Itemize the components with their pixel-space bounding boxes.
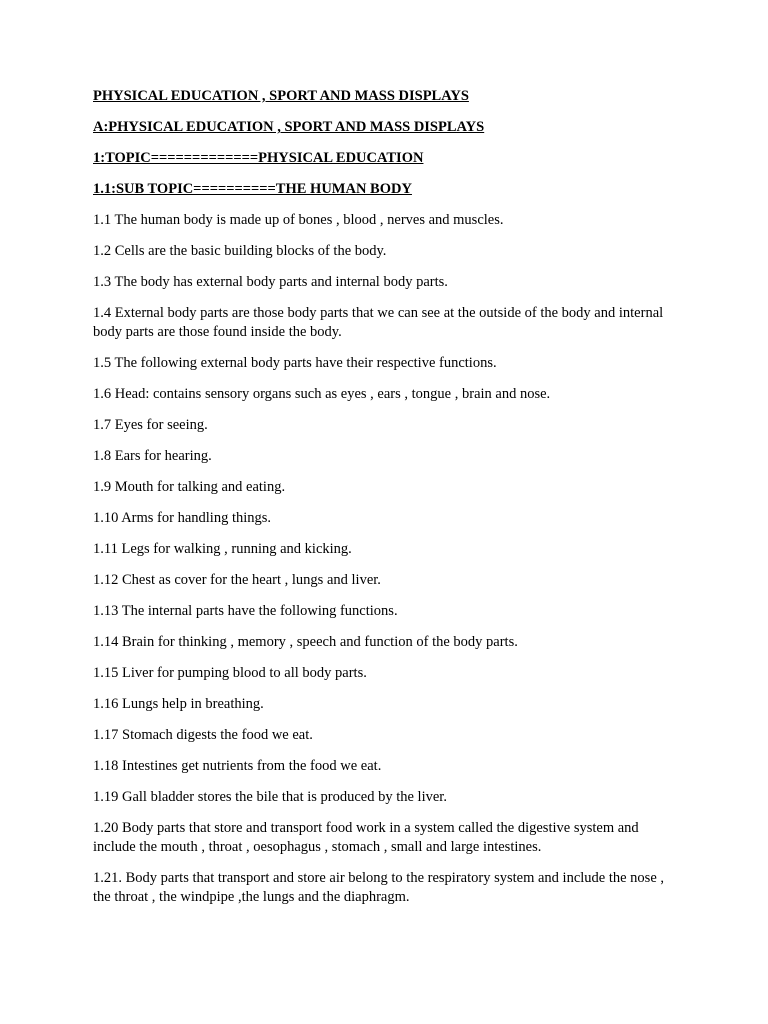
paragraph-1-18: 1.18 Intestines get nutrients from the food we eat. — [93, 758, 382, 774]
document-title: PHYSICAL EDUCATION , SPORT AND MASS DISPLAYS — [93, 88, 469, 104]
subtopic-heading: 1.1:SUB TOPIC==========THE HUMAN BODY — [93, 181, 412, 197]
paragraph-1-16: 1.16 Lungs help in breathing. — [93, 696, 264, 712]
paragraph-1-12: 1.12 Chest as cover for the heart , lungs and liver. — [93, 572, 381, 588]
paragraph-1-6: 1.6 Head: contains sensory organs such as eyes , ears , tongue , brain and nose. — [93, 386, 551, 402]
paragraph-1-8: 1.8 Ears for hearing. — [93, 448, 212, 464]
paragraph-1-9: 1.9 Mouth for talking and eating. — [93, 479, 286, 495]
document-page — [93, 87, 683, 919]
paragraph-1-11: 1.11 Legs for walking , running and kicking. — [93, 541, 352, 557]
paragraph-1-13: 1.13 The internal parts have the following functions. — [93, 603, 398, 619]
paragraph-1-15: 1.15 Liver for pumping blood to all body parts. — [93, 665, 367, 681]
paragraph-1-5: 1.5 The following external body parts have their respective functions. — [93, 355, 497, 371]
paragraph-1-3: 1.3 The body has external body parts and internal body parts. — [93, 274, 448, 290]
paragraph-1-14: 1.14 Brain for thinking , memory , speech and function of the body parts. — [93, 634, 518, 650]
paragraph-1-10: 1.10 Arms for handling things. — [93, 510, 272, 526]
paragraph-1-1: 1.1 The human body is made up of bones , blood , nerves and muscles. — [93, 212, 504, 228]
topic-heading: 1:TOPIC=============PHYSICAL EDUCATION — [93, 150, 424, 166]
paragraph-1-21: 1.21. Body parts that transport and store air belong to the respiratory system and include the nose , the throat , the windpipe ,the lungs and the diaphragm. — [93, 870, 665, 905]
paragraph-1-19: 1.19 Gall bladder stores the bile that is produced by the liver. — [93, 789, 447, 805]
paragraph-1-2: 1.2 Cells are the basic building blocks of the body. — [93, 243, 387, 259]
section-heading: A:PHYSICAL EDUCATION , SPORT AND MASS DISPLAYS — [93, 119, 485, 135]
paragraph-1-20: 1.20 Body parts that store and transport food work in a system called the digestive system and include the mouth , throat , oesophagus , stomach , small and large intestines. — [93, 820, 639, 855]
paragraph-1-4: 1.4 External body parts are those body parts that we can see at the outside of the body and internal body parts are those found inside the body. — [93, 305, 664, 340]
paragraph-1-7: 1.7 Eyes for seeing. — [93, 417, 208, 433]
paragraph-1-17: 1.17 Stomach digests the food we eat. — [93, 727, 313, 743]
